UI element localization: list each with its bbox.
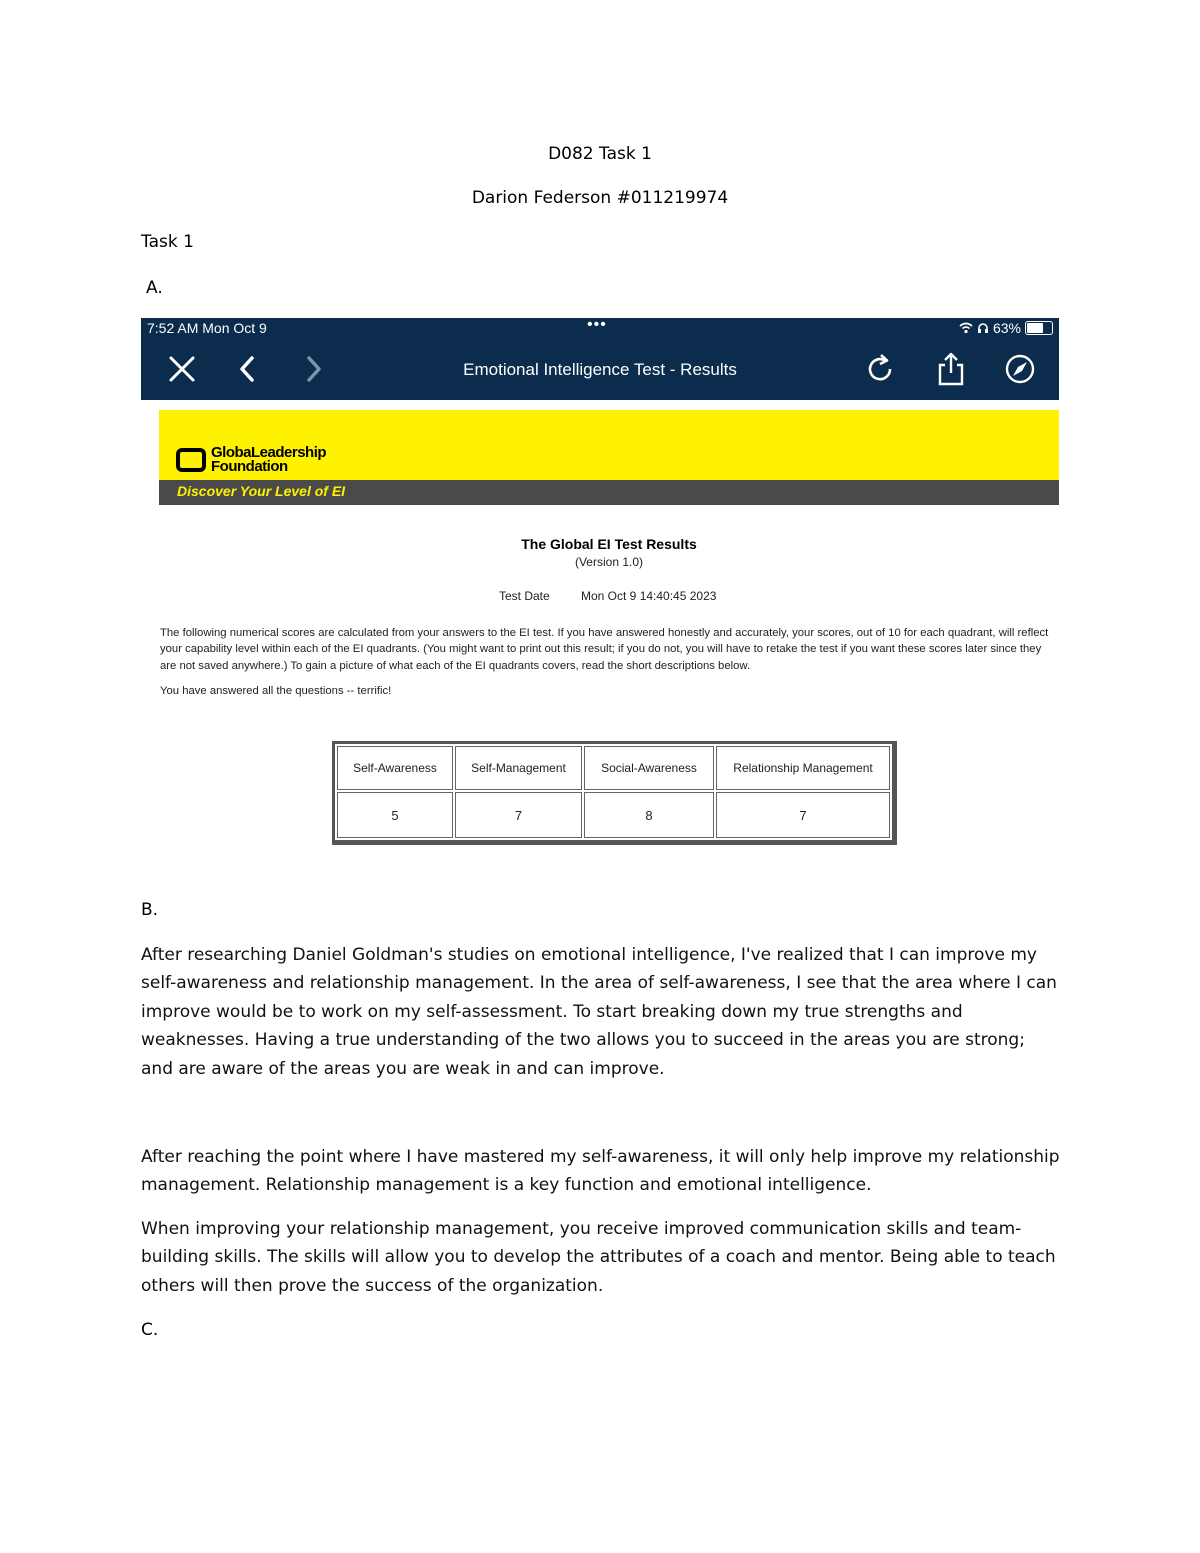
answered-text: You have answered all the questions -- terrific! bbox=[160, 685, 392, 697]
paragraph-1: After researching Daniel Goldman's studies on emotional intelligence, I've realized that I can improve my self-awareness and relationship management. In the area of self-awareness, I see that the area where I can improve would be to work on my self-assessment. To start breaking down my true strengths and weaknesses. Having a true understanding of the two allows you to succeed in the areas you are strong; and are aware of the areas you are weak in and can improve. bbox=[141, 945, 1057, 1079]
header-self-awareness: Self-Awareness bbox=[337, 746, 453, 790]
logo-line2: Foundation bbox=[211, 458, 288, 475]
scores-header-row bbox=[337, 746, 890, 790]
ei-results-screenshot bbox=[141, 318, 1059, 848]
test-date-value: Mon Oct 9 14:40:45 2023 bbox=[581, 589, 717, 603]
section-a-label: A. bbox=[146, 278, 163, 298]
battery-percent: 63% bbox=[992, 320, 1021, 336]
test-date-label: Test Date bbox=[499, 589, 550, 603]
nav-title: Emotional Intelligence Test - Results bbox=[463, 360, 737, 379]
status-dots: ••• bbox=[587, 316, 607, 333]
header-social-awareness: Social-Awareness bbox=[584, 746, 714, 790]
score-self-management: 7 bbox=[455, 792, 582, 838]
banner-tagline-bar bbox=[159, 480, 1059, 505]
status-time: 7:52 AM Mon Oct 9 bbox=[147, 320, 267, 336]
paragraph-2: After reaching the point where I have mastered my self-awareness, it will only help improve my relationship management. Relationship management is a key function and emotional intelligence. bbox=[141, 1147, 1060, 1196]
task-heading: Task 1 bbox=[141, 232, 194, 252]
score-social-awareness: 8 bbox=[584, 792, 714, 838]
browser-toolbar bbox=[141, 318, 1059, 400]
logo-ring-icon bbox=[176, 448, 206, 472]
status-right bbox=[959, 320, 1053, 336]
headphones-icon bbox=[977, 322, 989, 334]
scores-value-row bbox=[337, 792, 890, 838]
paragraph-3: When improving your relationship management, you receive improved communication skills and team-building skills. The skills will allow you to develop the attributes of a coach and mentor. Being able to teach others will then prove the success of the organization. bbox=[141, 1219, 1056, 1296]
glf-logo bbox=[176, 446, 326, 474]
header-relationship-management: Relationship Management bbox=[716, 746, 890, 790]
banner-tagline: Discover Your Level of EI bbox=[177, 483, 346, 499]
share-icon[interactable] bbox=[934, 352, 968, 386]
score-relationship-management: 7 bbox=[716, 792, 890, 838]
section-b-label: B. bbox=[141, 900, 159, 920]
score-self-awareness: 5 bbox=[337, 792, 453, 838]
logo-line1: GlobaLeadership bbox=[211, 444, 327, 461]
results-version: (Version 1.0) bbox=[574, 555, 644, 569]
header-self-management: Self-Management bbox=[455, 746, 582, 790]
battery-icon bbox=[1025, 321, 1053, 335]
reload-icon[interactable] bbox=[863, 352, 897, 386]
results-title: The Global EI Test Results bbox=[521, 536, 697, 552]
document-title: D082 Task 1 bbox=[548, 144, 652, 164]
section-c-label: C. bbox=[141, 1320, 159, 1340]
compass-icon[interactable] bbox=[1003, 352, 1037, 386]
author-line: Darion Federson #011219974 bbox=[471, 188, 729, 208]
results-body: The following numerical scores are calculated from your answers to the EI test. If you have answered honestly and accurately, your scores, out of 10 for each quadrant, will reflect your capability level within each of the EI quadrants. (You might want to print out this result; if you do not, you will have to retake the test if you want these scores later since they are not saved anywhere.) To gain a picture of what each of the EI quadrants covers, read the short descriptions below. bbox=[160, 627, 1049, 672]
scores-table bbox=[332, 741, 897, 845]
wifi-icon bbox=[959, 322, 973, 334]
